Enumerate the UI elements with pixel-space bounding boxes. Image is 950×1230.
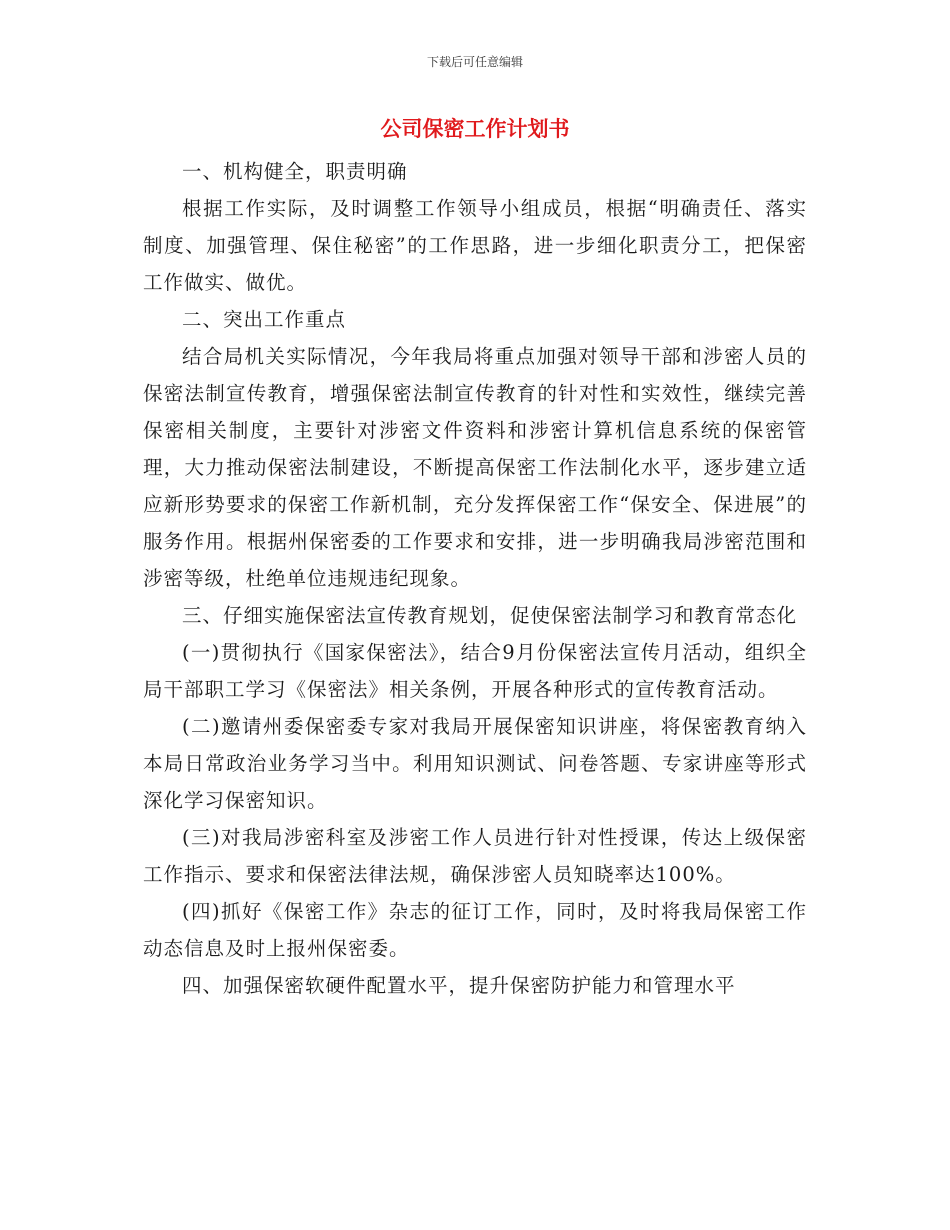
sub-item-4: (四)抓好《保密工作》杂志的征订工作，同时，及时将我局保密工作动态信息及时上报州保密委。 xyxy=(143,900,807,960)
section-heading-4: 四、加强保密软硬件配置水平，提升保密防护能力和管理水平 xyxy=(182,974,736,997)
document-body xyxy=(143,153,807,1004)
section-heading-1: 一、机构健全，职责明确 xyxy=(182,160,408,183)
sub-item-1: (一)贯彻执行《国家保密法》，结合9月份保密法宣传月活动，组织全局干部职工学习《保密法》相关条例，开展各种形式的宣传教育活动。 xyxy=(143,641,807,701)
document-title: 公司保密工作计划书 xyxy=(380,117,570,141)
sub-item-2: (二)邀请州委保密委专家对我局开展保密知识讲座，将保密教育纳入本局日常政治业务学习当中。利用知识测试、问卷答题、专家讲座等形式深化学习保密知识。 xyxy=(143,715,807,812)
sub-item-3: (三)对我局涉密科室及涉密工作人员进行针对性授课，传达上级保密工作指示、要求和保密法律法规，确保涉密人员知晓率达100%。 xyxy=(143,826,807,886)
paragraph-1: 根据工作实际，及时调整工作领导小组成员，根据“明确责任、落实制度、加强管理、保住秘密”的工作思路，进一步细化职责分工，把保密工作做实、做优。 xyxy=(143,197,807,294)
header-note: 下载后可任意编辑 xyxy=(426,55,523,69)
section-heading-3: 三、仔细实施保密法宣传教育规划，促使保密法制学习和教育常态化 xyxy=(182,604,798,627)
paragraph-2: 结合局机关实际情况，今年我局将重点加强对领导干部和涉密人员的保密法制宣传教育，增强保密法制宣传教育的针对性和实效性，继续完善保密相关制度，主要针对涉密文件资料和涉密计算机信息系统的保密管理，大力推动保密法制建设，不断提高保密工作法制化水平，逐步建立适应新形势要求的保密工作新机制，充分发挥保密工作“保安全、保进展”的服务作用。根据州保密委的工作要求和安排，进一步明确我局涉密范围和涉密等级，杜绝单位违规违纪现象。 xyxy=(143,345,807,590)
section-heading-2: 二、突出工作重点 xyxy=(182,308,347,331)
